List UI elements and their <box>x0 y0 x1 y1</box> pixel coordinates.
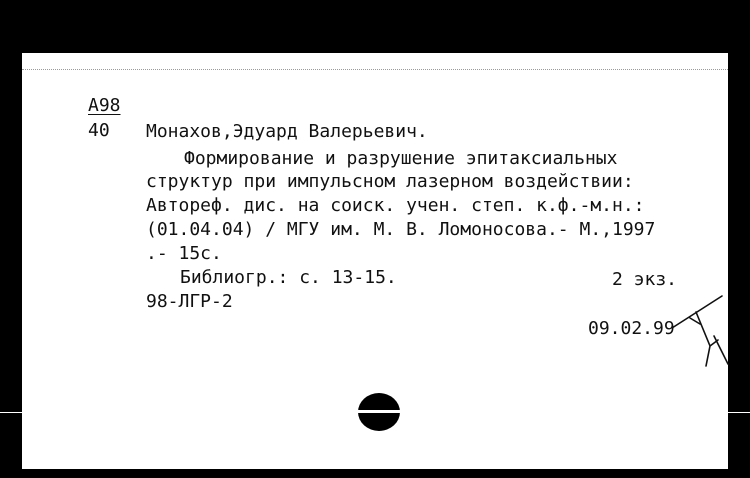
bibliography-note: Библиогр.: с. 13-15. <box>180 267 397 288</box>
shelf-mark: 98-ЛГР-2 <box>146 291 233 312</box>
pages-line: .- 15с. <box>146 243 222 264</box>
publication-line: Автореф. дис. на соиск. учен. степ. к.ф.-м.н.: <box>146 195 645 216</box>
scan-edge-mark <box>728 412 750 413</box>
call-code: А98 <box>88 95 121 116</box>
copies-count: 2 экз. <box>612 269 678 290</box>
publication-line: (01.04.04) / МГУ им. М. В. Ломоносова.- М.,1997 <box>146 219 656 240</box>
handwritten-signature-icon <box>670 288 730 368</box>
punch-hole <box>358 393 400 431</box>
title-line: структур при импульсном лазерном воздействии: <box>146 171 634 192</box>
scan-noise-line <box>22 69 728 70</box>
title-line: Формирование и разрушение эпитаксиальных <box>184 148 618 169</box>
call-number: 40 <box>88 120 110 141</box>
catalog-card <box>22 53 728 469</box>
stamp-date: 09.02.99 <box>588 318 675 339</box>
scan-edge-mark <box>0 412 22 413</box>
author-heading: Монахов,Эдуард Валерьевич. <box>146 121 428 142</box>
